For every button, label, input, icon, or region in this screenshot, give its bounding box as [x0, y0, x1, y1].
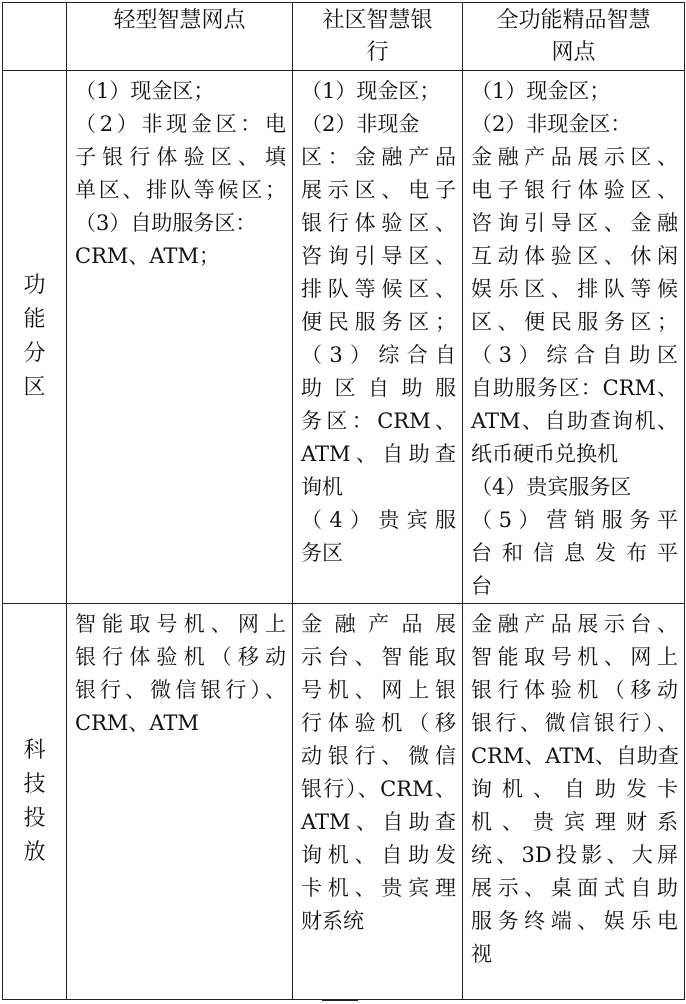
header-text-line: 社区智慧银 [322, 8, 433, 33]
text-line: 询机、自助发卡 [471, 777, 678, 801]
text-line: 助区自助服 [301, 376, 456, 400]
text-line: 互动体验区、休闲 [471, 244, 678, 268]
text-line: 智能取号机、网上 [75, 612, 286, 636]
header-text-line: 网点 [551, 40, 596, 65]
text-line: 银行、微信银行）、 [75, 678, 286, 702]
tech-full-function-cell [463, 604, 685, 1000]
header-full-function-smart-outlet [463, 3, 685, 71]
text-line: 金融产品展 [301, 612, 456, 636]
header-community-smart-bank [293, 3, 463, 71]
text-line: 卡机、贵宾理 [301, 876, 456, 900]
text-line: （5）营销服务平 [471, 508, 678, 532]
text-line: 视 [471, 942, 492, 966]
row-label-char: 功 [23, 273, 46, 298]
text-line: 财系统 [301, 909, 364, 933]
text-line: 银行体验机（移动 [471, 678, 678, 702]
text-line: 金融产品展示台、 [471, 612, 678, 636]
text-line: 智能取号机、网上 [471, 645, 678, 669]
text-line: 自助服务区：CRM、 [471, 376, 678, 400]
text-line: 银行体验机（移动 [75, 645, 286, 669]
header-text-line: 轻型智慧网点 [113, 8, 246, 33]
text-line: 展示、桌面式自助 [471, 876, 678, 900]
text-line: （1）现金区； [471, 79, 611, 103]
text-line: CRM、ATM、自助查 [471, 744, 679, 768]
row-technology-deployment [3, 604, 685, 1000]
text-line: 示台、智能取 [301, 645, 456, 669]
row-functional-zones [3, 71, 685, 604]
tech-light-outlet-cell [67, 604, 293, 1000]
text-line: CRM、ATM [75, 711, 199, 735]
text-line: 金融产品展示区、 [471, 145, 678, 169]
header-row [3, 3, 685, 71]
text-line: 服务终端、娱乐电 [471, 909, 678, 933]
text-line: 号机、网上银 [301, 678, 456, 702]
row-label-char: 技 [23, 771, 46, 797]
text-line: （2）非现金区：电 [75, 112, 286, 136]
text-line: 银行、微信银行）、 [471, 711, 678, 735]
text-line: 单区、排队等候区； [75, 178, 286, 202]
text-line: 行体验机（移 [301, 711, 456, 735]
row-label-functional-zones [3, 71, 67, 604]
text-line: 务区 [301, 541, 343, 565]
text-line: 询机 [301, 475, 343, 499]
row-label-char: 科 [23, 737, 46, 763]
text-line: CRM、ATM； [75, 244, 220, 268]
text-line: （1）现金区； [75, 79, 215, 103]
text-line: （4）贵宾服务区 [471, 475, 632, 499]
text-line: ATM、自助查 [301, 810, 456, 834]
text-line: （1）现金区； [301, 79, 441, 103]
text-line: （4）贵宾服 [301, 508, 456, 532]
text-line: 银行）、CRM、 [301, 777, 456, 801]
header-text-line: 行 [366, 40, 389, 65]
text-line: 银行体验区、 [301, 211, 456, 235]
text-line: 区：金融产品 [301, 145, 456, 169]
text-line: 纸币硬币兑换机 [471, 442, 618, 466]
text-line: （3）综合自 [301, 343, 456, 367]
text-line: 统、3D投影、大屏 [471, 843, 678, 867]
row-label-char: 区 [23, 375, 46, 400]
text-line: 询机、自助发 [301, 843, 456, 867]
text-line: 咨询引导区、金融 [471, 211, 678, 235]
text-line: 电子银行体验区、 [471, 178, 678, 202]
text-line: ATM、自助查询机、 [471, 409, 678, 433]
zones-light-outlet-cell [67, 71, 293, 604]
text-line: 咨询引导区、 [301, 244, 456, 268]
header-light-smart-outlet [67, 3, 293, 71]
row-label-char: 放 [23, 839, 46, 865]
row-label-char: 分 [23, 341, 46, 366]
text-line: 娱乐区、排队等候 [471, 277, 678, 301]
text-line: 区、便民服务区； [471, 310, 678, 334]
text-line: 子银行体验区、填 [75, 145, 286, 169]
text-line: 展示区、电子 [301, 178, 456, 202]
text-line: ATM、自助查 [301, 442, 456, 466]
header-corner-cell [3, 3, 67, 71]
text-line: 台和信息发布平 [471, 541, 678, 565]
text-line: 排队等候区、 [301, 277, 456, 301]
text-line: 机、贵宾理财系 [471, 810, 678, 834]
comparison-table [2, 2, 685, 1000]
text-line: 台 [471, 574, 492, 598]
row-label-char: 投 [23, 805, 46, 831]
text-line: 动银行、微信 [301, 744, 456, 768]
tech-community-bank-cell [293, 604, 463, 1000]
row-label-technology-deployment [3, 604, 67, 1000]
zones-full-function-cell [463, 71, 685, 604]
text-line: （2）非现金 [301, 112, 420, 136]
text-line: （3）综合自助区 [471, 343, 678, 367]
text-line: 便民服务区； [301, 310, 456, 334]
text-line: 务区：CRM、 [301, 409, 456, 433]
text-line: （3）自助服务区： [75, 211, 257, 235]
zones-community-bank-cell [293, 71, 463, 604]
header-text-line: 全功能精品智慧 [496, 8, 651, 33]
page-bottom-mark [322, 999, 358, 1001]
row-label-char: 能 [23, 307, 46, 332]
text-line: （2）非现金区： [471, 112, 632, 136]
